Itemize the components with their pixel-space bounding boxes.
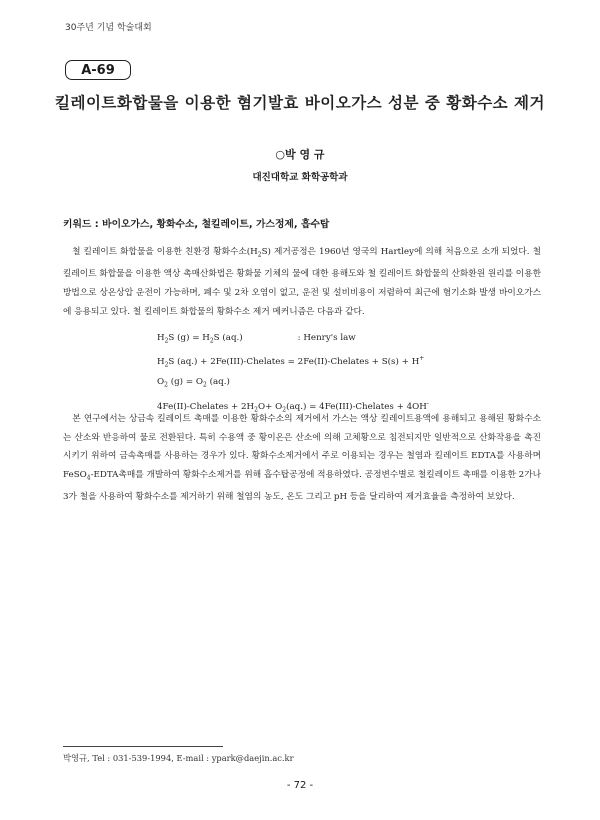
- reaction-equations: [157, 330, 429, 419]
- eq1-part: S (aq.): [213, 333, 243, 343]
- p2-text-a: 본 연구에서는 상금속 킬레이트 촉매를 이용한 황화수소의 제거에서 가스는 액상 킬레이트용액에 용해되고 용해된 황화수소는 산소와 반응하여 물로 전환된다. 특히 수용액 중 황이온은 산소에 의해 고체황으로 침전되지만 일반적으로 산화작용을 촉진시키기 위하여 금속촉매를 사용하는 경우가 있다. 황화수소제거에서 주로 이용되는 경우는 철염과 킬레이트 EDTA를 사용하며 FeSO: [63, 414, 541, 480]
- conference-header: 30주년 기념 학술대회: [65, 23, 152, 33]
- eq3-sub: 2: [164, 382, 168, 390]
- author-affiliation: 대진대학교 화학공학과: [252, 172, 348, 183]
- page-number: - 72 -: [286, 780, 314, 791]
- eq4-part: 4Fe(II)-Chelates + 2H: [157, 401, 255, 412]
- eq2-sub: 2: [164, 361, 169, 369]
- p1-sub: 2: [257, 251, 262, 259]
- author-contact-footnote: 박영규, Tel : 031-539-1994, E-mail : ypark@daejin.ac.kr: [63, 753, 294, 763]
- eq1-note: : Henry's law: [297, 333, 356, 343]
- p2-sub: 4: [86, 474, 91, 482]
- eq2-sup: +: [419, 355, 425, 363]
- eq4-sub: 2: [282, 406, 287, 414]
- eq3-part: (aq.): [206, 377, 230, 388]
- eq3-part: O: [157, 377, 165, 388]
- eq4-sub: 2: [254, 406, 258, 414]
- eq4-part: O+ O: [257, 401, 283, 412]
- equation-3: [157, 374, 429, 394]
- equation-2: [157, 350, 429, 374]
- eq1-sub: 2: [164, 337, 169, 345]
- equation-1: [157, 330, 429, 350]
- eq3-part: (g) = O: [167, 377, 203, 388]
- intro-paragraph: [63, 243, 541, 321]
- p1-text-b: S) 제거공정은 1960년 영국의 Hartley에 의해 처음으로 소개 되었다. 철 킬레이트 화합물을 이용한 액상 촉매산화법은 황화물 기체의 물에 대한 용해도와 철 킬레이트 화합물의 산화환원 원리를 이용한 방법으로 상온상압 운전이 가능하며, 폐수 및 2차 오염이 없고, 운전 및 설비비용이 저렴하여 최근에 혐기소화 발생 바이오가스에 응용되고 있다. 철 킬레이트 화합물의 황화수소 제거 메커니즘은 다음과 같다.: [63, 247, 541, 317]
- eq1-part: S (g) = H: [168, 333, 210, 343]
- paper-id-badge: [65, 60, 131, 80]
- p2-text-b: -EDTA촉매를 개발하여 황화수소제거를 위해 흡수탑공정에 적용하였다. 공정변수별로 철킬레이트 촉매를 이용한 2가나 3가 철을 사용하여 황화수소를 제거하기 위해 철염의 농도, 온도 그리고 pH 등을 달리하여 제거효율을 측정하여 보았다.: [63, 469, 541, 503]
- p1-text-a: 철 킬레이트 화합물을 이용한 친환경 황화수소(H: [72, 247, 258, 257]
- paper-id-label: A-69: [81, 62, 115, 78]
- eq2-part: S (aq.) + 2Fe(III)-Chelates = 2Fe(II)-Chelates + S(s) + H: [168, 357, 420, 368]
- eq4-part: (aq.) = 4Fe(III)-Chelates + 4OH: [286, 401, 427, 412]
- eq3-sub: 2: [202, 382, 207, 390]
- method-paragraph: [63, 410, 541, 507]
- eq1-part: H: [157, 333, 165, 343]
- keywords-line: 키워드 : 바이오가스, 황화수소, 철킬레이트, 가스정제, 흡수탑: [63, 219, 330, 230]
- eq1-sub: 2: [209, 337, 214, 345]
- paper-title: 킬레이트화합물을 이용한 혐기발효 바이오가스 성분 중 황화수소 제거: [55, 94, 545, 112]
- eq4-sup: -: [426, 399, 429, 407]
- footnote-divider: [63, 746, 223, 747]
- author-name: ○박 영 규: [275, 148, 325, 161]
- eq2-part: H: [157, 357, 165, 368]
